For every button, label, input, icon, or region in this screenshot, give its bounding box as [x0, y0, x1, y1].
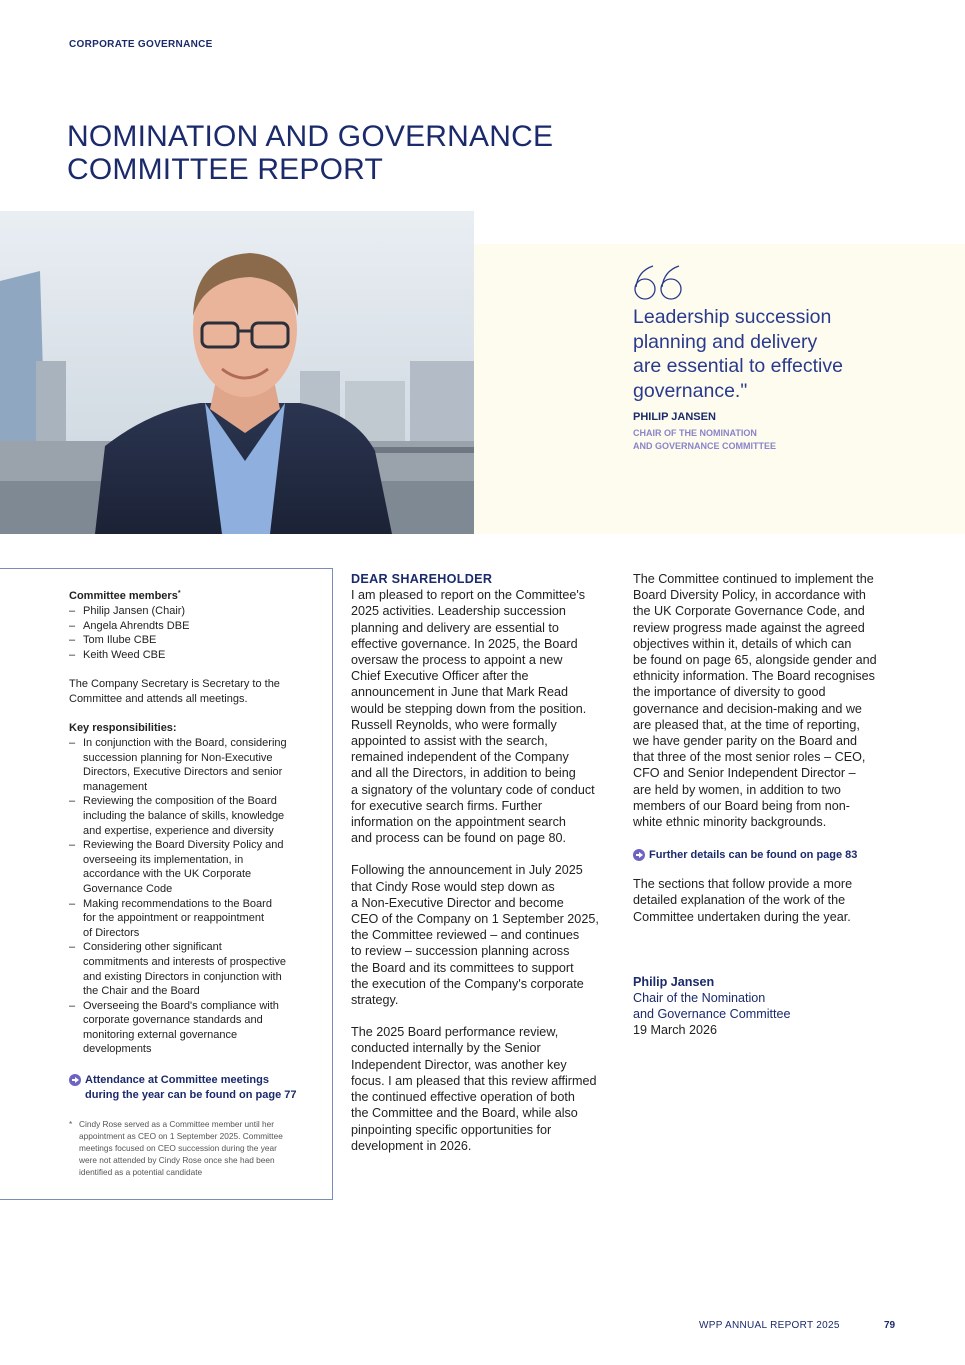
quote-attribution-role — [633, 427, 776, 453]
text-line: and expertise, experience and diversity — [83, 824, 274, 837]
text-line: ethnicity information. The Board recognises — [633, 669, 875, 684]
text-line: the Board and its committees to support — [351, 960, 574, 975]
text-line: corporate governance standards and — [83, 1014, 263, 1027]
text-line: a signatory of the voluntary code of conduct — [351, 782, 595, 797]
text-line: of Directors — [83, 926, 140, 939]
text-line: and process can be found on page 80. — [351, 831, 566, 846]
text-line: accordance with the UK Corporate — [83, 868, 252, 881]
text-line: were not attended by Cindy Rose once she had been — [79, 1155, 275, 1165]
text-line: remained independent of the Company — [351, 750, 569, 765]
pull-quote-line: governance." — [633, 379, 748, 402]
text-line: – Reviewing the composition of the Board — [83, 795, 277, 808]
text-line: CFO and Senior Independent Director – — [633, 766, 856, 781]
text-line: appointment as CEO on 1 September 2025. Committee — [79, 1131, 283, 1141]
text-line: The sections that follow provide a more — [633, 877, 853, 892]
text-line: management — [83, 780, 148, 793]
link-line: Attendance at Committee meetings — [85, 1074, 269, 1086]
text-line: – In conjunction with the Board, considering — [83, 737, 287, 749]
footnote-text — [69, 1118, 319, 1178]
paragraph — [633, 571, 908, 830]
text-line: and existing Directors in conjunction with — [83, 970, 282, 983]
further-details-link[interactable] — [633, 848, 908, 862]
page-title — [67, 120, 667, 186]
text-line: information on the appointment search — [351, 815, 566, 830]
text-line: effective governance. In 2025, the Board — [351, 636, 578, 651]
list-item — [69, 794, 329, 838]
paragraph — [351, 587, 621, 846]
text-line: Russell Reynolds, who were formally — [351, 717, 557, 732]
paragraph — [633, 876, 908, 925]
text-line: CEO of the Company on 1 September 2025, — [351, 912, 599, 927]
letter-column-2 — [633, 571, 908, 1039]
text-line: developments — [83, 1043, 152, 1056]
text-line: – Overseeing the Board's compliance with — [83, 999, 279, 1012]
signature-date: 19 March 2026 — [633, 1023, 718, 1038]
list-item — [69, 999, 329, 1057]
text-line: the Committee reviewed – and continues — [351, 928, 580, 943]
page-title-line: COMMITTEE REPORT — [67, 153, 383, 186]
footnote-marker: * — [69, 1119, 73, 1129]
pull-quote-line: Leadership succession — [633, 306, 832, 328]
text-line: Committee and attends all meetings. — [69, 692, 248, 705]
text-line: oversaw the process to appoint a new — [351, 653, 563, 668]
text-line: the execution of the Company's corporate — [351, 976, 584, 991]
footnote-marker: * — [177, 590, 181, 597]
text-line: identified as a potential candidate — [79, 1167, 203, 1177]
section-label: CORPORATE GOVERNANCE — [69, 39, 213, 50]
page-number: 79 — [884, 1320, 896, 1331]
chair-portrait-photo — [0, 211, 474, 534]
text-line: Cindy Rose served as a Committee member until her — [79, 1119, 275, 1129]
signature-name: Philip Jansen — [633, 974, 715, 989]
text-line: focus. I am pleased that this review affirmed — [351, 1073, 597, 1088]
text-line: conducted internally by the Senior — [351, 1041, 541, 1056]
text-line: Directors, Executive Directors and senior — [83, 766, 283, 779]
list-item: – Philip Jansen (Chair) — [69, 604, 319, 619]
text-line: review progress made against the agreed — [633, 620, 865, 635]
signature-role: and Governance Committee — [633, 1007, 791, 1022]
page-title-line: NOMINATION AND GOVERNANCE — [67, 120, 554, 153]
text-line: the UK Corporate Governance Code, and — [633, 604, 865, 619]
text-line: objectives within it, details of which can — [633, 636, 852, 651]
text-line: succession planning for Non-Executive — [83, 751, 273, 764]
text-line: Board Diversity Policy, in accordance with — [633, 588, 866, 603]
arrow-right-circle-icon — [633, 849, 645, 861]
text-line: the Committee and the Board, while also — [351, 1106, 578, 1121]
paragraph — [351, 1024, 621, 1154]
text-line: that Cindy Rose would step down as — [351, 879, 555, 894]
list-item: – Keith Weed CBE — [69, 648, 319, 663]
list-item — [69, 838, 329, 896]
text-line: planning and delivery are essential to — [351, 620, 559, 635]
quote-icon — [633, 265, 685, 301]
list-item: – Tom Ilube CBE — [69, 633, 319, 648]
list-item — [69, 940, 329, 998]
pull-quote — [633, 305, 933, 403]
quote-role-line: CHAIR OF THE NOMINATION — [633, 428, 757, 438]
text-line: pinpointing specific opportunities for — [351, 1122, 552, 1137]
text-line: including the balance of skills, knowledge — [83, 809, 285, 822]
text-line: Independent Director, was another key — [351, 1057, 567, 1072]
text-line: I am pleased to report on the Committee's — [351, 588, 586, 603]
link-line: during the year can be found on page 77 — [85, 1088, 297, 1101]
link-text: Further details can be found on page 83 — [649, 849, 858, 862]
signature-block — [633, 974, 908, 1039]
footer-report-title: WPP ANNUAL REPORT 2025 — [699, 1320, 840, 1331]
letter-column-1 — [351, 571, 621, 1154]
text-line: development in 2026. — [351, 1138, 472, 1153]
building — [410, 361, 474, 441]
pull-quote-line: are essential to effective — [633, 355, 843, 377]
text-line: detailed explanation of the work of the — [633, 893, 846, 908]
members-list — [69, 604, 319, 662]
text-line: white ethnic minority backgrounds. — [633, 815, 827, 830]
letter-heading: DEAR SHAREHOLDER — [351, 572, 493, 586]
text-line: the importance of diversity to good — [633, 685, 826, 700]
text-line: governance and decision-making and we — [633, 701, 862, 716]
paragraph — [351, 862, 621, 1008]
text-line: for the appointment or reappointment — [83, 912, 265, 925]
pull-quote-line: planning and delivery — [633, 330, 818, 353]
members-heading — [69, 589, 181, 604]
text-line: Committee undertaken during the year. — [633, 909, 851, 924]
footnote — [69, 1118, 319, 1178]
attendance-link[interactable] — [69, 1073, 329, 1102]
text-line: to review – succession planning across — [351, 944, 570, 959]
text-line: The Company Secretary is Secretary to the — [69, 678, 280, 690]
text-line: and all the Directors, in addition to being — [351, 766, 576, 781]
text-line: a Non-Executive Director and become — [351, 895, 564, 910]
responsibilities-list — [69, 736, 329, 1057]
text-line: Chief Executive Officer after the — [351, 669, 529, 684]
text-line: monitoring external governance — [83, 1028, 238, 1041]
text-line: would be stepping down from the position. — [351, 701, 587, 716]
portrait-illustration — [0, 211, 474, 534]
text-line: The 2025 Board performance review, — [351, 1025, 559, 1040]
text-line: are held by women, in addition to two — [633, 782, 841, 797]
signature-role: Chair of the Nomination — [633, 991, 766, 1006]
text-line: – Reviewing the Board Diversity Policy and — [83, 839, 284, 852]
building — [36, 361, 66, 441]
quote-attribution-name: PHILIP JANSEN — [633, 411, 716, 423]
list-item — [69, 897, 329, 941]
quote-role-line: AND GOVERNANCE COMMITTEE — [633, 441, 777, 451]
text-line: The Committee continued to implement the — [633, 572, 874, 586]
text-line: 2025 activities. Leadership succession — [351, 604, 566, 619]
secretary-note — [69, 677, 319, 706]
members-heading-text: Committee members — [69, 590, 178, 602]
text-line: appointed to assist with the search, — [351, 734, 548, 749]
text-line: – Considering other significant — [83, 941, 222, 954]
text-line: members of our Board being from non- — [633, 798, 850, 813]
text-line: are pleased that, at the time of reporting, — [633, 717, 860, 732]
text-line: the Chair and the Board — [83, 985, 200, 998]
text-line: be found on page 65, alongside gender and — [633, 653, 877, 668]
text-line: Governance Code — [83, 882, 173, 895]
text-line: we have gender parity on the Board and — [633, 734, 858, 749]
list-item: – Angela Ahrendts DBE — [69, 619, 319, 634]
arrow-right-circle-icon — [69, 1074, 81, 1086]
text-line: the continued effective operation of both — [351, 1090, 575, 1105]
responsibilities-heading: Key responsibilities: — [69, 722, 177, 734]
text-line: Following the announcement in July 2025 — [351, 863, 583, 878]
text-line: overseeing its implementation, in — [83, 853, 244, 866]
list-item — [69, 736, 329, 794]
text-line: commitments and interests of prospective — [83, 955, 286, 968]
text-line: that three of the most senior roles – CEO, — [633, 750, 866, 765]
text-line: announcement in June that Mark Read — [351, 685, 569, 700]
text-line: meetings focused on CEO succession during the year — [79, 1143, 277, 1153]
text-line: – Making recommendations to the Board — [83, 897, 272, 910]
text-line: for executive search firms. Further — [351, 798, 543, 813]
text-line: strategy. — [351, 993, 399, 1008]
